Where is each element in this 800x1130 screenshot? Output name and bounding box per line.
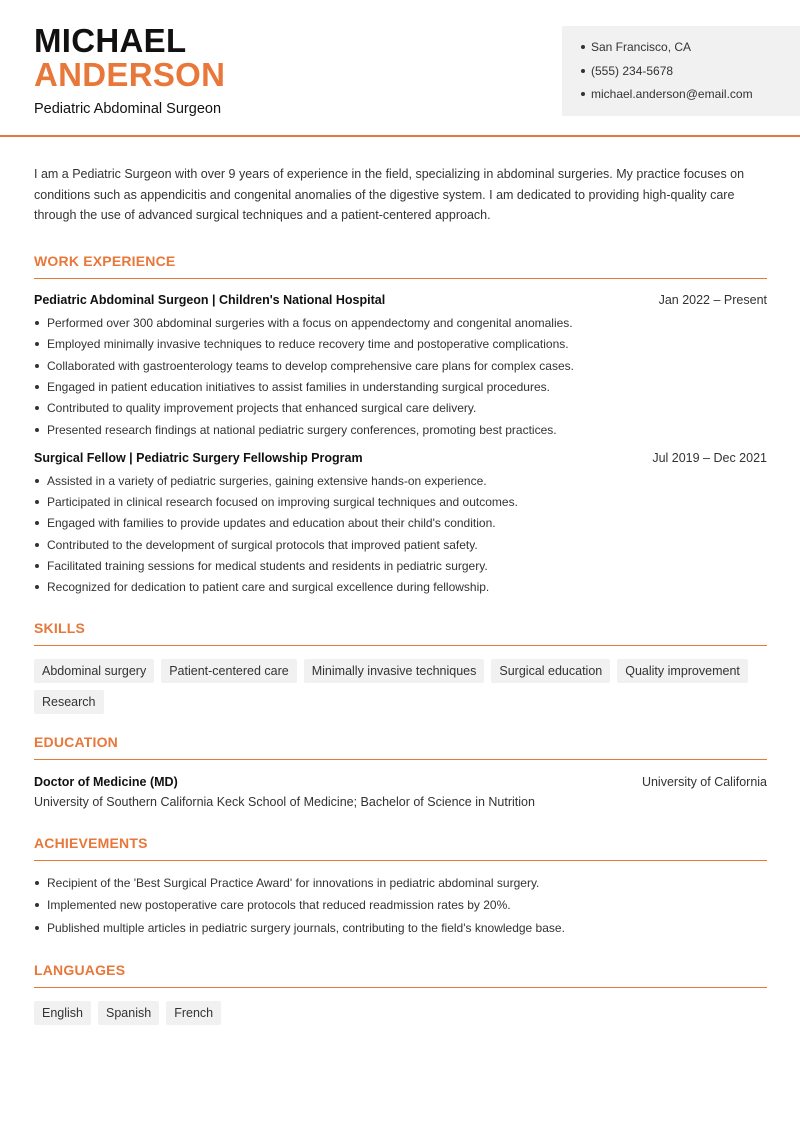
achievements-list xyxy=(34,876,767,944)
list-item: Recipient of the 'Best Surgical Practice Award' for innovations in pediatric abdominal surgery. xyxy=(34,876,767,899)
section-title-languages: LANGUAGES xyxy=(34,962,767,988)
job-dates: Jan 2022 – Present xyxy=(658,293,767,308)
list-item: Participated in clinical research focused on improving surgical techniques and outcomes. xyxy=(34,495,767,516)
education-degree: Doctor of Medicine (MD) xyxy=(34,774,178,789)
education-detail: University of Southern California Keck School of Medicine; Bachelor of Science in Nutrition xyxy=(34,794,535,809)
skill-tag: Patient-centered care xyxy=(161,659,297,683)
list-item: Presented research findings at national pediatric surgery conferences, promoting best practices. xyxy=(34,423,767,444)
list-item: Engaged in patient education initiatives to assist families in understanding surgical procedures. xyxy=(34,380,767,401)
list-item: Published multiple articles in pediatric surgery journals, contributing to the field's knowledge base. xyxy=(34,921,767,944)
language-tag: Spanish xyxy=(98,1001,159,1025)
last-name: ANDERSON xyxy=(34,56,226,93)
list-item: Assisted in a variety of pediatric surgeries, gaining extensive hands-on experience. xyxy=(34,474,767,495)
list-item: Facilitated training sessions for medical students and residents in pediatric surgery. xyxy=(34,559,767,580)
list-item: Contributed to quality improvement projects that enhanced surgical care delivery. xyxy=(34,401,767,422)
skill-tag: Research xyxy=(34,690,104,714)
languages-section xyxy=(34,962,767,1025)
list-item: Implemented new postoperative care protocols that reduced readmission rates by 20%. xyxy=(34,898,767,921)
section-title-skills: SKILLS xyxy=(34,620,767,646)
job-role: Pediatric Abdominal Surgeon | Children's National Hospital xyxy=(34,293,386,308)
section-title-achievements: ACHIEVEMENTS xyxy=(34,835,767,861)
list-item: Collaborated with gastroenterology teams to develop comprehensive care plans for complex cases. xyxy=(34,359,767,380)
section-title-education: EDUCATION xyxy=(34,734,767,760)
job-bullets xyxy=(34,474,767,602)
first-name: MICHAEL xyxy=(34,22,187,59)
resume-header xyxy=(0,0,800,137)
skill-tag: Abdominal surgery xyxy=(34,659,154,683)
skill-tag: Minimally invasive techniques xyxy=(304,659,485,683)
education-section xyxy=(34,734,767,809)
contact-phone: (555) 234-5678 xyxy=(581,63,800,87)
contact-location: San Francisco, CA xyxy=(581,39,800,63)
skills-section xyxy=(34,620,767,714)
job-role: Surgical Fellow | Pediatric Surgery Fellowship Program xyxy=(34,450,363,465)
section-title-work: WORK EXPERIENCE xyxy=(34,253,767,279)
skill-tag: Surgical education xyxy=(491,659,610,683)
job-entry xyxy=(34,451,767,602)
languages-tags xyxy=(34,1001,767,1025)
job-entry xyxy=(34,293,767,444)
list-item: Employed minimally invasive techniques to reduce recovery time and postoperative complications. xyxy=(34,337,767,358)
job-dates: Jul 2019 – Dec 2021 xyxy=(652,450,767,465)
job-title: Pediatric Abdominal Surgeon xyxy=(34,101,222,117)
resume-body xyxy=(34,164,767,1025)
contact-box xyxy=(562,26,800,116)
language-tag: French xyxy=(166,1001,221,1025)
list-item: Contributed to the development of surgical protocols that improved patient safety. xyxy=(34,538,767,559)
list-item: Recognized for dedication to patient care and surgical excellence during fellowship. xyxy=(34,580,767,601)
skill-tag: Quality improvement xyxy=(617,659,748,683)
name-block xyxy=(34,24,225,117)
job-bullets xyxy=(34,316,767,444)
achievements-section xyxy=(34,835,767,944)
work-section xyxy=(34,253,767,602)
education-institution: University of California xyxy=(641,774,767,789)
list-item: Performed over 300 abdominal surgeries with a focus on appendectomy and congenital anomalies. xyxy=(34,316,767,337)
summary: I am a Pediatric Surgeon with over 9 years of experience in the field, specializing in abdominal surgeries. My practice focuses on conditions such as appendicitis and congenital anomalies of the digestive system. I am dedicated to providing high-quality care through the use of advanced surgical techniques and a patient-centered approach. xyxy=(34,167,745,223)
language-tag: English xyxy=(34,1001,91,1025)
contact-email[interactable]: michael.anderson@email.com xyxy=(581,86,800,110)
list-item: Engaged with families to provide updates and education about their child's condition. xyxy=(34,516,767,537)
skills-tags xyxy=(34,659,767,714)
